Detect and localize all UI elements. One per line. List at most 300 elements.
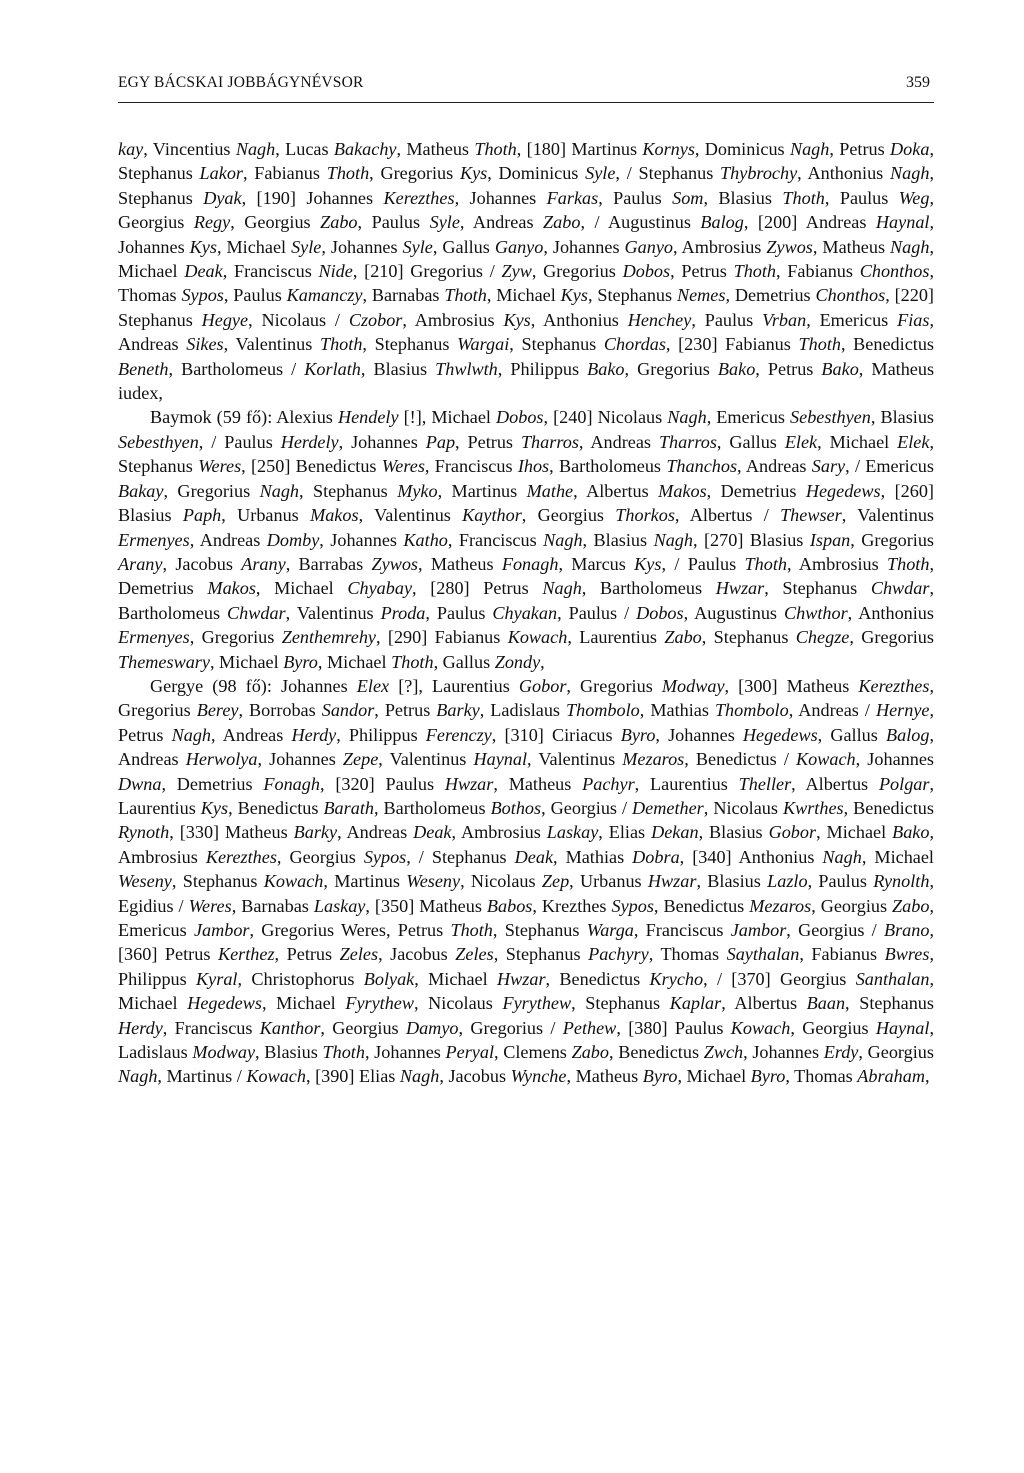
surname-text: Bako xyxy=(821,358,859,379)
surname-text: Gobor xyxy=(768,822,817,843)
text-run: , Martinus xyxy=(437,480,527,501)
surname-text: Paph xyxy=(182,505,222,526)
surname-text: Bako xyxy=(717,358,756,379)
text-run: , Andreas xyxy=(211,724,292,745)
text-run: , Benedictus xyxy=(843,797,934,818)
surname-text: Arany xyxy=(241,553,286,574)
text-run: , Stephanus xyxy=(701,627,796,648)
surname-text: Chwdar xyxy=(870,578,930,599)
surname-text: kay xyxy=(118,139,144,159)
page-number: 359 xyxy=(906,74,930,91)
text-run: , Barnabas xyxy=(362,285,445,306)
text-run: , Blasius xyxy=(870,407,935,428)
text-run: , Stephanus xyxy=(299,480,398,501)
surname-text: Chyabay xyxy=(347,578,413,599)
text-run: Baymok (59 fő): Alexius xyxy=(150,407,338,428)
text-run: , Franciscus xyxy=(447,529,544,550)
surname-text: Hegedews xyxy=(187,993,262,1014)
text-run: , Christophorus xyxy=(237,968,364,989)
text-run: , Philippus xyxy=(497,358,588,379)
text-run: , Andreas xyxy=(737,456,812,477)
surname-text: Nagh xyxy=(542,578,582,599)
surname-text: Dekan xyxy=(651,822,699,843)
surname-text: Weg xyxy=(898,187,930,208)
surname-text: Zabo xyxy=(320,212,358,233)
text-run: , Ladislaus xyxy=(118,1017,934,1063)
text-run: , [220] Stephanus xyxy=(118,285,934,330)
text-run: , Dominicus xyxy=(694,139,790,159)
surname-text: Zabo xyxy=(892,895,930,916)
surname-text: Byro xyxy=(283,651,318,672)
surname-text: Zepe xyxy=(342,749,379,770)
surname-text: Kys xyxy=(634,553,662,574)
text-run: , Johannes xyxy=(655,724,743,745)
surname-text: Thoth xyxy=(474,139,517,159)
text-run: , Martinus / xyxy=(157,1066,247,1087)
surname-text: Kowach xyxy=(246,1066,306,1087)
surname-text: Thybrochy xyxy=(720,163,798,184)
text-run: , Bartholomeus xyxy=(373,797,491,818)
text-run: , Ambrosius xyxy=(673,236,767,257)
surname-text: Zabo xyxy=(543,212,581,233)
surname-text: Kowach xyxy=(263,871,324,892)
surname-text: Balog xyxy=(885,724,930,745)
surname-text: Thombolo xyxy=(566,700,640,721)
text-run: , Barrabas xyxy=(285,553,372,574)
surname-text: Hwzar xyxy=(497,968,546,989)
text-run: , Mathias xyxy=(639,700,715,721)
text-run: , Paulus xyxy=(598,187,673,208)
surname-text: Sikes xyxy=(186,334,224,355)
surname-text: Elek xyxy=(897,431,930,452)
text-run: , Matheus xyxy=(418,553,502,574)
text-run: , Johannes xyxy=(118,212,935,257)
surname-text: Thoth xyxy=(733,261,777,282)
text-run: , Stephanus xyxy=(118,431,934,477)
surname-text: Dyak xyxy=(203,187,242,208)
surname-text: Damyo xyxy=(405,1017,459,1038)
text-run: , Georgius / xyxy=(786,920,884,940)
surname-text: Thombolo xyxy=(714,700,789,721)
surname-text: Syle xyxy=(402,236,433,257)
surname-text: Hwzar xyxy=(715,578,765,599)
text-run: , Michael xyxy=(209,651,284,672)
surname-text: Makos xyxy=(658,480,707,501)
text-run: , [200] Andreas xyxy=(743,212,876,233)
text-run: , Benedictus xyxy=(228,797,324,818)
surname-text: Laskay xyxy=(546,822,599,843)
text-run: , Albertus xyxy=(573,480,659,501)
surname-text: Thoth xyxy=(782,187,825,208)
text-run: , Demetrius xyxy=(118,553,934,599)
surname-text: Nemes xyxy=(676,285,726,306)
text-run: [!], Michael xyxy=(398,407,497,428)
surname-text: Elex xyxy=(356,675,390,696)
text-run: , Gregorius xyxy=(163,480,260,501)
surname-text: Ganyo xyxy=(494,236,544,257)
surname-text: Lazlo xyxy=(767,871,808,892)
text-run: , Stephanus xyxy=(171,871,264,892)
surname-text: Kys xyxy=(189,236,217,257)
text-run: , Petrus xyxy=(118,700,935,745)
surname-text: Ermenyes xyxy=(118,529,190,550)
surname-text: Myko xyxy=(397,480,438,501)
text-run: , Franciscus xyxy=(222,261,319,282)
surname-text: Thoth xyxy=(326,163,370,184)
text-run: , Albertus xyxy=(791,773,879,794)
surname-text: Herdy xyxy=(118,1017,163,1038)
text-run: , Stephanus xyxy=(587,285,677,306)
text-run: , Georgius xyxy=(320,1017,406,1038)
surname-text: Baan xyxy=(806,993,846,1014)
text-run: , Johannes xyxy=(543,236,625,257)
surname-text: Dwna xyxy=(118,773,162,794)
text-run: , [360] Petrus xyxy=(118,920,934,965)
surname-text: Babos xyxy=(486,895,533,916)
surname-text: Kowach xyxy=(507,627,568,648)
surname-text: Henchey xyxy=(627,309,692,330)
surname-text: Hegedews xyxy=(805,480,881,501)
text-run: , Demetrius xyxy=(161,773,264,794)
surname-text: Sypos xyxy=(611,895,654,916)
surname-text: Ermenyes xyxy=(118,627,190,648)
surname-text: Kwrthes xyxy=(782,797,844,818)
surname-text: Barky xyxy=(436,700,480,721)
surname-text: Pachyr xyxy=(582,773,635,794)
text-run: , Andreas xyxy=(118,309,934,355)
surname-text: Bakachy xyxy=(333,139,397,159)
surname-text: Berey xyxy=(196,700,239,721)
surname-text: Weseny xyxy=(118,871,172,892)
text-run: , / Emericus xyxy=(845,456,934,477)
surname-text: Peryal xyxy=(445,1042,495,1063)
surname-text: Zeles xyxy=(339,944,379,965)
surname-text: Kornys xyxy=(642,139,695,159)
text-run: , Gregorius xyxy=(850,529,934,550)
surname-text: Wargai xyxy=(457,334,510,355)
text-run: , Barnabas xyxy=(231,895,314,916)
surname-text: Thoth xyxy=(450,920,493,940)
text-run: , Benedictus xyxy=(653,895,750,916)
text-run: , [280] Petrus xyxy=(412,578,543,599)
surname-text: Sandor xyxy=(321,700,375,721)
surname-text: Zwch xyxy=(703,1042,744,1063)
text-run: , Blasius xyxy=(255,1042,323,1063)
surname-text: Tharros xyxy=(520,431,579,452)
paragraph xyxy=(118,137,934,405)
text-run: , Dominicus xyxy=(487,163,586,184)
surname-text: Nagh xyxy=(890,236,930,257)
text-run: , Gregorius xyxy=(849,627,934,648)
text-run: , Gregorius xyxy=(369,163,460,184)
surname-text: Makos xyxy=(207,578,256,599)
text-run: , / Stephanus xyxy=(406,846,515,867)
surname-text: Zabo xyxy=(571,1042,609,1063)
text-run: , Michael xyxy=(118,968,934,1014)
surname-text: Zenthemrehy xyxy=(281,627,376,648)
surname-text: Thoth xyxy=(322,1042,365,1063)
text-run: , Anthonius xyxy=(797,163,891,184)
text-run: , [190] Johannes xyxy=(241,187,384,208)
text-run: , Michael xyxy=(817,431,898,452)
surname-text: Chordas xyxy=(603,334,666,355)
surname-text: Dobos xyxy=(496,407,544,428)
surname-text: Haynal xyxy=(875,1017,930,1038)
surname-text: Kys xyxy=(560,285,588,306)
text-run: , Andreas xyxy=(189,529,267,550)
text-run: , Petrus xyxy=(670,261,734,282)
text-run: , Andreas xyxy=(578,431,659,452)
text-run: , Gregorius xyxy=(624,358,718,379)
text-run: , Georgius xyxy=(276,846,364,867)
text-run: , Johannes xyxy=(454,187,547,208)
surname-text: Kys xyxy=(459,163,488,184)
text-run: , [340] Anthonius xyxy=(679,846,823,867)
surname-text: Dobos xyxy=(622,261,671,282)
text-run: , Gregorius xyxy=(118,675,935,721)
surname-text: Fyrythew xyxy=(502,993,572,1014)
surname-text: Warga xyxy=(586,920,634,940)
text-run: , Ambrosius xyxy=(786,553,887,574)
surname-text: Rynolth xyxy=(873,871,930,892)
surname-text: Haynal xyxy=(473,749,528,770)
surname-text: Zep xyxy=(541,871,570,892)
text-run: , Ambrosius xyxy=(451,822,547,843)
surname-text: Chwthor xyxy=(783,602,848,623)
surname-text: Nagh xyxy=(259,480,300,501)
surname-text: Weseny xyxy=(406,871,461,892)
surname-text: Deak xyxy=(413,822,452,843)
text-run: , Stephanus xyxy=(362,334,458,355)
text-run: , Marcus xyxy=(558,553,635,574)
text-run: , Krezthes xyxy=(532,895,612,916)
surname-text: Thoth xyxy=(798,334,841,355)
surname-text: Chwdar xyxy=(227,602,286,623)
surname-text: Sypos xyxy=(363,846,407,867)
text-run: , Nicolaus xyxy=(414,993,503,1014)
text-run: , Benedictus xyxy=(608,1042,704,1063)
text-run: , Matheus xyxy=(396,139,475,159)
surname-text: Nagh xyxy=(890,163,930,184)
text-run: , Vincentius xyxy=(143,139,236,159)
surname-text: Hwzar xyxy=(647,871,697,892)
surname-text: Bako xyxy=(587,358,625,379)
text-run: , Franciscus xyxy=(162,1017,260,1038)
surname-text: Farkas xyxy=(546,187,599,208)
surname-text: Korlath xyxy=(304,358,361,379)
surname-text: Herwolya xyxy=(185,749,258,770)
surname-text: Nagh xyxy=(653,529,693,550)
text-run: , Elias xyxy=(598,822,652,843)
text-run: , Stephanus xyxy=(118,139,934,184)
text-run: , xyxy=(924,1066,930,1087)
text-run: , Augustinus xyxy=(683,602,784,623)
text-run: , Benedictus xyxy=(545,968,650,989)
text-run: , Emericus xyxy=(118,895,934,940)
surname-text: Som xyxy=(672,187,704,208)
text-run: , Valentinus xyxy=(358,505,463,526)
text-run: , Gregorius / xyxy=(458,1017,563,1038)
surname-text: Nagh xyxy=(789,139,830,159)
text-run: , Georgius xyxy=(790,1017,876,1038)
surname-text: Thoth xyxy=(887,553,930,574)
text-run: , [260] Blasius xyxy=(118,480,934,526)
text-run: , Nicolaus / xyxy=(248,309,349,330)
surname-text: Bako xyxy=(892,822,930,843)
text-run: , Blasius xyxy=(696,871,768,892)
surname-text: Barath xyxy=(323,797,374,818)
surname-text: Brano xyxy=(883,920,930,940)
surname-text: Kys xyxy=(200,797,229,818)
text-run: , Bartholomeus xyxy=(581,578,716,599)
text-run: , Michael xyxy=(816,822,893,843)
text-run: , Blasius xyxy=(360,358,436,379)
surname-text: Mezaros xyxy=(622,749,685,770)
surname-text: Hernye xyxy=(875,700,930,721)
text-run: , Gregorius Weres, Petrus xyxy=(249,920,451,940)
text-run: , Stephanus xyxy=(764,578,871,599)
surname-text: Byro xyxy=(750,1066,786,1087)
text-run: , Albertus xyxy=(721,993,807,1014)
text-run: , Petrus xyxy=(755,358,822,379)
surname-text: Gobor xyxy=(518,675,567,696)
text-run: , Michael xyxy=(677,1066,751,1087)
surname-text: Chonthos xyxy=(859,261,930,282)
surname-text: Demether xyxy=(632,797,704,818)
surname-text: Byro xyxy=(642,1066,678,1087)
surname-text: Pethew xyxy=(562,1017,617,1038)
surname-text: Nagh xyxy=(118,1066,158,1087)
text-run: , Georgius xyxy=(811,895,893,916)
surname-text: Hegye xyxy=(201,309,249,330)
text-run: , Georgius xyxy=(521,505,616,526)
text-run: , Paulus xyxy=(807,871,874,892)
surname-text: Zabo xyxy=(664,627,702,648)
text-run: , Petrus xyxy=(829,139,891,159)
text-run: [?], Laurentius xyxy=(389,675,519,696)
surname-text: Pachyry xyxy=(588,944,649,965)
surname-text: Wynche xyxy=(510,1066,567,1087)
surname-text: Kerezthes xyxy=(205,846,277,867)
text-run: , Valentinus xyxy=(378,749,474,770)
surname-text: Balog xyxy=(700,212,744,233)
paragraph xyxy=(118,405,934,673)
text-run: , Albertus / xyxy=(674,505,781,526)
text-run: , Valentinus xyxy=(223,334,320,355)
text-run: , Georgius xyxy=(230,212,321,233)
text-run: , Matheus xyxy=(493,773,583,794)
text-run: , Valentinus xyxy=(527,749,623,770)
running-head: EGY BÁCSKAI JOBBÁGYNÉVSOR xyxy=(118,74,364,91)
text-run: , Paulus xyxy=(691,309,763,330)
surname-text: Weres xyxy=(198,456,242,477)
text-run: , Borrobas xyxy=(238,700,322,721)
text-run: , Gregorius xyxy=(531,261,623,282)
text-run: , [230] Fabianus xyxy=(665,334,799,355)
surname-text: Elek xyxy=(784,431,818,452)
text-run: , Johannes xyxy=(855,749,934,770)
surname-text: Katho xyxy=(403,529,448,550)
text-run: , [390] Elias xyxy=(305,1066,400,1087)
text-run: , Georgius xyxy=(858,1042,934,1063)
text-run: , Stephanus xyxy=(509,334,604,355)
text-run: , Anthonius xyxy=(530,309,628,330)
text-run: , [300] Matheus xyxy=(724,675,859,696)
text-run: , [330] Matheus xyxy=(169,822,294,843)
surname-text: Weres xyxy=(188,895,232,916)
surname-text: Zondy xyxy=(494,651,541,672)
text-run: , Gallus xyxy=(716,431,785,452)
text-run: , Laurentius xyxy=(634,773,739,794)
surname-text: Ganyo xyxy=(624,236,674,257)
text-run: , Johannes xyxy=(338,431,426,452)
surname-text: Bwres xyxy=(884,944,930,965)
text-run: , Thomas xyxy=(785,1066,858,1087)
text-run: , Bartholomeus xyxy=(549,456,667,477)
surname-text: Ispan xyxy=(809,529,851,550)
text-run: , Georgius xyxy=(118,187,934,233)
text-run: , Nicolaus xyxy=(703,797,783,818)
text-run: , Michael xyxy=(216,236,292,257)
surname-text: Hendely xyxy=(337,407,399,428)
text-run: , Michael xyxy=(486,285,561,306)
surname-text: Laskay xyxy=(313,895,366,916)
text-run: , Clemens xyxy=(494,1042,572,1063)
text-run: , Demetrius xyxy=(706,480,806,501)
surname-text: Kys xyxy=(503,309,531,330)
surname-text: Syle xyxy=(429,212,460,233)
surname-text: Kaplar xyxy=(669,993,722,1014)
surname-text: Rynoth xyxy=(118,822,170,843)
text-run: , Gregorius xyxy=(189,627,282,648)
text-run: , [320] Paulus xyxy=(319,773,445,794)
surname-text: Kyral xyxy=(196,968,238,989)
surname-text: Zywos xyxy=(766,236,813,257)
surname-text: Weres xyxy=(381,456,425,477)
surname-text: Bakay xyxy=(118,480,164,501)
text-run: , Georgius / xyxy=(541,797,633,818)
surname-text: Fonagh xyxy=(501,553,559,574)
text-run: , Matheus iudex, xyxy=(118,358,935,404)
surname-text: Jambor xyxy=(730,920,787,940)
text-run: , Philippus xyxy=(118,944,934,989)
surname-text: Hegedews xyxy=(742,724,818,745)
surname-text: Thoth xyxy=(319,334,363,355)
surname-text: Jambor xyxy=(193,920,250,940)
text-run: , Demetrius xyxy=(725,285,816,306)
text-run: , Gallus xyxy=(817,724,886,745)
text-run: , / Paulus xyxy=(661,553,745,574)
surname-text: Kaythor xyxy=(462,505,522,526)
body-text xyxy=(118,137,934,1089)
text-run: , Andreas / xyxy=(788,700,876,721)
surname-text: Nagh xyxy=(822,846,862,867)
text-run: , Michael xyxy=(861,846,934,867)
surname-text: Herdy xyxy=(291,724,337,745)
text-run: , [380] Paulus xyxy=(616,1017,731,1038)
surname-text: Dobra xyxy=(632,846,680,867)
surname-text: Ihos xyxy=(517,456,550,477)
text-run: , [290] Fabianus xyxy=(376,627,508,648)
surname-text: Domby xyxy=(266,529,320,550)
surname-text: Sebesthyen xyxy=(790,407,871,428)
surname-text: Herdely xyxy=(280,431,339,452)
text-run: , Martinus xyxy=(323,871,407,892)
surname-text: Byro xyxy=(620,724,656,745)
surname-text: Abraham xyxy=(857,1066,925,1087)
surname-text: Nagh xyxy=(235,139,276,159)
text-run: , [180] Martinus xyxy=(516,139,643,159)
